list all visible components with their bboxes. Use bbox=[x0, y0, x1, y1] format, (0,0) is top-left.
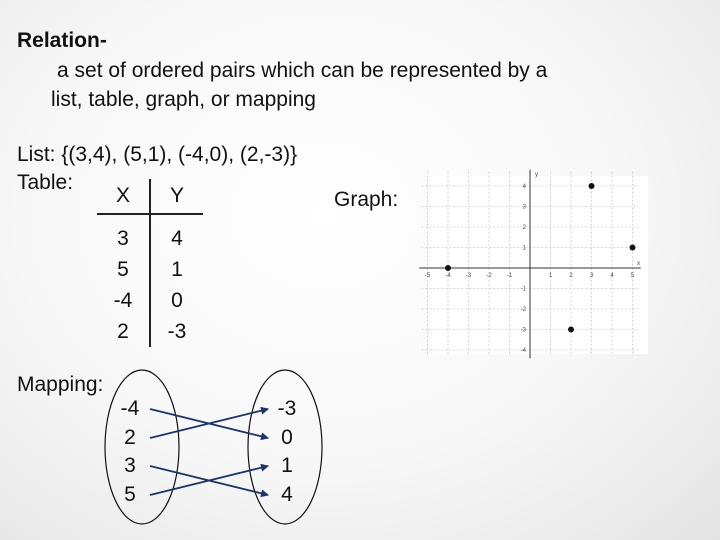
y-tick-label: -2 bbox=[520, 307, 526, 313]
x-tick-label: -1 bbox=[506, 273, 513, 279]
y-tick-label: -1 bbox=[520, 286, 526, 293]
table-cell-y: 0 bbox=[171, 289, 183, 312]
x-tick-label: -2 bbox=[486, 273, 492, 279]
table-cell-x: 2 bbox=[97, 316, 150, 347]
x-tick-label: 4 bbox=[610, 273, 614, 279]
table-header-y: Y bbox=[150, 179, 203, 214]
ordered-pair-list: List: {(3,4), (5,1), (-4,0), (2,-3)} bbox=[17, 143, 298, 166]
table-cell-y: 4 bbox=[171, 227, 183, 250]
slide-title: Relation- bbox=[17, 29, 107, 52]
y-tick-label: 4 bbox=[522, 184, 526, 190]
graph-label: Graph: bbox=[334, 188, 399, 211]
mapping-label: Mapping: bbox=[17, 373, 104, 396]
x-tick-label: 2 bbox=[569, 273, 573, 279]
x-tick-label: -3 bbox=[465, 273, 472, 279]
range-value: 0 bbox=[281, 426, 293, 449]
y-tick-label: 3 bbox=[522, 204, 526, 211]
domain-value: 5 bbox=[124, 483, 136, 506]
definition-line-1: a set of ordered pairs which can be represented by a bbox=[57, 59, 548, 82]
y-axis-letter: y bbox=[535, 171, 538, 178]
table-cell-x: 3 bbox=[97, 214, 150, 254]
domain-value: 3 bbox=[124, 454, 136, 477]
table-cell-x: -4 bbox=[97, 285, 150, 316]
table-cell-y: -3 bbox=[167, 320, 187, 343]
x-tick-label: 3 bbox=[589, 273, 594, 279]
table-label: Table: bbox=[17, 171, 74, 194]
x-tick-label: -5 bbox=[424, 273, 431, 279]
table-header-x: X bbox=[97, 179, 150, 214]
definition-line-2: list, table, graph, or mapping bbox=[51, 88, 316, 111]
x-axis-letter: x bbox=[637, 261, 641, 267]
domain-value: 2 bbox=[124, 426, 136, 449]
domain-value: -4 bbox=[120, 397, 140, 420]
table-cell-y: 1 bbox=[171, 258, 183, 281]
x-tick-label: 5 bbox=[630, 273, 635, 279]
x-tick-label: -4 bbox=[445, 273, 451, 279]
range-value: 4 bbox=[281, 483, 293, 506]
table-cell-x: 5 bbox=[97, 254, 150, 285]
y-tick-label: 2 bbox=[522, 225, 526, 231]
range-value: 1 bbox=[281, 454, 293, 477]
range-value: -3 bbox=[277, 397, 297, 420]
y-tick-label: 1 bbox=[522, 245, 526, 252]
y-tick-label: -3 bbox=[520, 327, 526, 334]
y-tick-label: -4 bbox=[520, 348, 526, 354]
x-tick-label: 1 bbox=[548, 273, 553, 279]
